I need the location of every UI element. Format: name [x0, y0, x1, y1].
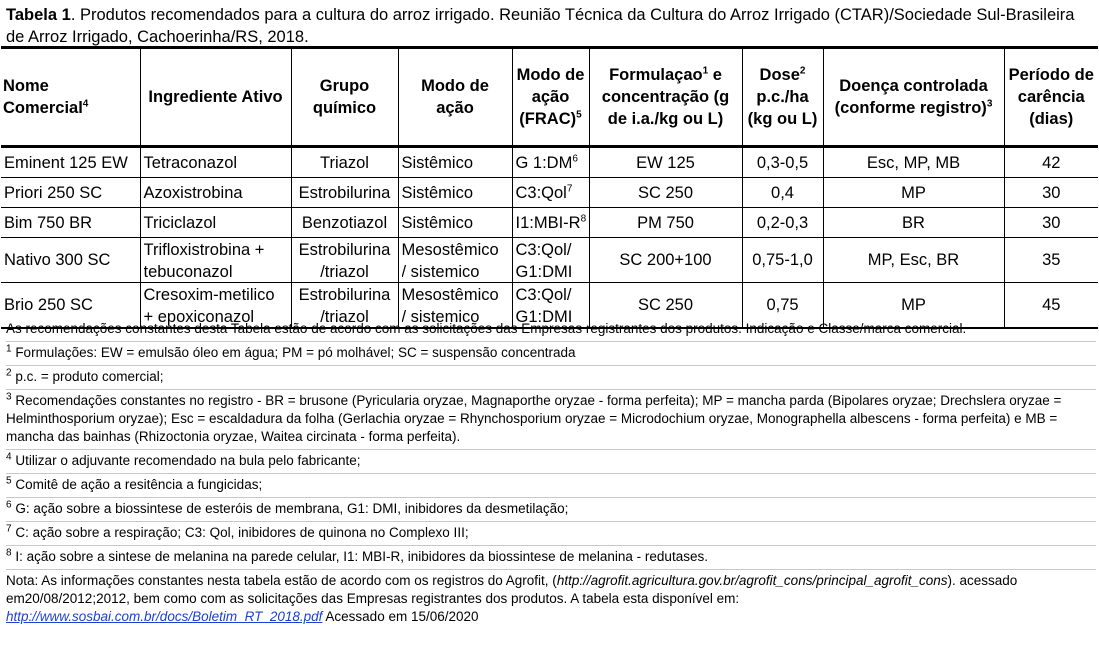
- cell-periodo: 42: [1004, 147, 1098, 178]
- footnote-1: $^1$ Formulações: EW = emulsão óleo em água; PM = pó molhável; SC = suspensão concentrada: [6, 342, 1096, 366]
- header-frac: Modo de ação (FRAC)$^5$: [512, 48, 589, 147]
- cell-nome: Bim 750 BR: [1, 208, 140, 238]
- table-footnotes: [6, 318, 1096, 629]
- cell-modo: Sistêmico: [398, 147, 512, 178]
- caption-label: Tabela 1: [6, 6, 71, 24]
- cell-frac: $I1:MBI-R^8$: [512, 208, 589, 238]
- cell-grupo: Estrobilurina: [291, 178, 398, 208]
- cell-modo: Mesostêmico / sistemico: [398, 283, 512, 329]
- cell-formulacao: PM 750: [589, 208, 742, 238]
- footnote-8: $^8$ I: ação sobre a sintese de melanina na parede celular, I1: MBI-R, inibidores da biossintese de melanina - redutases.: [6, 546, 1096, 570]
- table-row: [1, 238, 1098, 283]
- cell-grupo: Triazol: [291, 147, 398, 178]
- footnote-6: $^6$ G: ação sobre a biossintese de esteróis de membrana, G1: DMI, inibidores da desmetilação;: [6, 498, 1096, 522]
- cell-doenca: MP: [823, 283, 1004, 329]
- table-caption: [6, 4, 1096, 48]
- cell-frac: G $1:DM^6$: [512, 147, 589, 178]
- cell-formulacao: SC 200+100: [589, 238, 742, 283]
- cell-frac: C3:Qol/ G1:DMI: [512, 283, 589, 329]
- cell-ingrediente: Cresoxim-metilico + epoxiconazol: [140, 283, 291, 329]
- footnote-7: $^7$ C: ação sobre a respiração; C3: Qol, inibidores de quinona no Complexo III;: [6, 522, 1096, 546]
- header-nome-comercial: Nome Comercial$^4$: [1, 48, 140, 147]
- table-row: [1, 178, 1098, 208]
- header-periodo-carencia: Período de carência (dias): [1004, 48, 1098, 147]
- boletim-link[interactable]: http://www.sosbai.com.br/docs/Boletim_RT_2018.pdf: [6, 609, 323, 624]
- cell-nome: Nativo 300 SC: [1, 238, 140, 283]
- cell-doenca: MP, Esc, BR: [823, 238, 1004, 283]
- header-doenca-controlada: Doença controlada (conforme registro)$^3$: [823, 48, 1004, 147]
- footnote-3: $^3$ Recomendações constantes no registro - BR = brusone (Pyricularia oryzae, Magnaporthe oryzae - forma perfeita); MP = mancha parda (Bipolares oryzae; Drechslera oryzae = Helminthosporium oryzae); Esc = escaldadura da folha (Gerlachia oryzae = Rhynchosporium oryzae = Microdochium oryzae, Monographella albescens - forma perfeita) e MB = mancha das bainhas (Rhizoctonia oryzae, Waitea circinata - forma perfeita).: [6, 390, 1096, 450]
- cell-doenca: MP: [823, 178, 1004, 208]
- cell-nome: Brio 250 SC: [1, 283, 140, 329]
- cell-ingrediente: Trifloxistrobina + tebuconazol: [140, 238, 291, 283]
- cell-periodo: 30: [1004, 178, 1098, 208]
- cell-doenca: BR: [823, 208, 1004, 238]
- cell-grupo: Estrobilurina /triazol: [291, 238, 398, 283]
- cell-frac: C3:Qol/ G1:DMI: [512, 238, 589, 283]
- cell-grupo: Benzotiazol: [291, 208, 398, 238]
- footnote-5: $^5$ Comitê de ação a resitência a fungicidas;: [6, 474, 1096, 498]
- cell-dose: 0,4: [742, 178, 823, 208]
- cell-modo: Mesostêmico / sistemico: [398, 238, 512, 283]
- cell-modo: Sistêmico: [398, 208, 512, 238]
- cell-dose: 0,75-1,0: [742, 238, 823, 283]
- products-table: [1, 46, 1098, 329]
- header-grupo-quimico: Grupo químico: [291, 48, 398, 147]
- cell-doenca: Esc, MP, MB: [823, 147, 1004, 178]
- cell-nome: Priori 250 SC: [1, 178, 140, 208]
- cell-periodo: 30: [1004, 208, 1098, 238]
- cell-modo: Sistêmico: [398, 178, 512, 208]
- cell-nome: Eminent 125 EW: [1, 147, 140, 178]
- cell-ingrediente: Triciclazol: [140, 208, 291, 238]
- cell-formulacao: EW 125: [589, 147, 742, 178]
- footnote-2: $^2$ p.c. = produto comercial;: [6, 366, 1096, 390]
- cell-formulacao: SC 250: [589, 283, 742, 329]
- cell-frac: C3:Qol$^7$: [512, 178, 589, 208]
- header-modo-de-acao: Modo de ação: [398, 48, 512, 147]
- cell-dose: 0,2-0,3: [742, 208, 823, 238]
- cell-periodo: 45: [1004, 283, 1098, 329]
- table-row: [1, 147, 1098, 178]
- cell-ingrediente: Tetraconazol: [140, 147, 291, 178]
- header-ingrediente-ativo: Ingrediente Ativo: [140, 48, 291, 147]
- footnote-4: $^4$ Utilizar o adjuvante recomendado na bula pelo fabricante;: [6, 450, 1096, 474]
- cell-ingrediente: Azoxistrobina: [140, 178, 291, 208]
- header-row: [1, 48, 1098, 147]
- footnote-intro: As recomendações constantes desta Tabela estão de acordo com as solicitações das Empresas registrantes dos produtos. Indicação e Classe/marca comercial.: [6, 318, 1096, 342]
- cell-grupo: Estrobilurina /triazol: [291, 283, 398, 329]
- agrofit-url: http://agrofit.agricultura.gov.br/agrofit_cons/principal_agrofit_cons: [556, 573, 948, 588]
- header-dose: Dose$^2$ p.c./ha (kg ou L): [742, 48, 823, 147]
- cell-formulacao: SC 250: [589, 178, 742, 208]
- header-formulacao: Formulaçao$^1$ e concentração (g de i.a./kg ou L): [589, 48, 742, 147]
- table-row: [1, 208, 1098, 238]
- caption-text: . Produtos recomendados para a cultura do arroz irrigado. Reunião Técnica da Cultura do Arroz Irrigado (CTAR)/Sociedade Sul-Brasileira de Arroz Irrigado, Cachoerinha/RS, 2018.: [6, 6, 1075, 46]
- cell-periodo: 35: [1004, 238, 1098, 283]
- cell-dose: 0,75: [742, 283, 823, 329]
- cell-dose: 0,3-0,5: [742, 147, 823, 178]
- footnote-nota: Nota: As informações constantes nesta tabela estão de acordo com os registros do Agrofit, (http://agrofit.agricultura.gov.br/agrofit_cons/principal_agrofit_cons). acessado em20/08/2012;2012, bem como com as solicitações das Empresas registrantes dos produtos. A tabela esta disponível em: http://www.sosbai.com.br/docs/Boletim_RT_2018.pdf Acessado em 15/06/2020: [6, 573, 1018, 624]
